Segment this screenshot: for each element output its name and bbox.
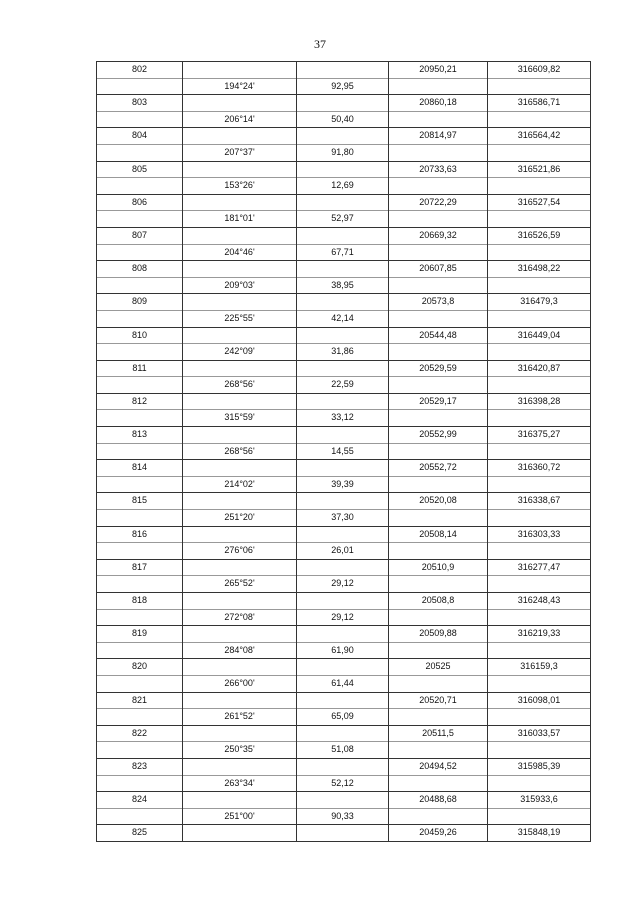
point-row [97, 758, 591, 775]
y-coordinate-cell: 316338,67 [488, 493, 591, 510]
direction-angle-cell [183, 294, 297, 311]
point-number-cell [97, 775, 183, 792]
y-coordinate-cell: 315933,6 [488, 792, 591, 809]
point-row [97, 659, 591, 676]
y-coordinate-cell: 316586,71 [488, 95, 591, 112]
direction-angle-cell [183, 128, 297, 145]
point-number-cell: 819 [97, 626, 183, 643]
direction-angle-cell: 315°59' [183, 410, 297, 427]
y-coordinate-cell [488, 111, 591, 128]
distance-cell: 37,30 [297, 510, 389, 527]
x-coordinate-cell: 20950,21 [389, 62, 488, 79]
direction-angle-cell [183, 360, 297, 377]
y-coordinate-cell [488, 277, 591, 294]
y-coordinate-cell [488, 410, 591, 427]
x-coordinate-cell [389, 443, 488, 460]
segment-row [97, 510, 591, 527]
point-number-cell [97, 344, 183, 361]
x-coordinate-cell [389, 277, 488, 294]
direction-angle-cell: 251°00' [183, 808, 297, 825]
x-coordinate-cell: 20860,18 [389, 95, 488, 112]
point-number-cell: 821 [97, 692, 183, 709]
x-coordinate-cell [389, 709, 488, 726]
direction-angle-cell [183, 194, 297, 211]
direction-angle-cell [183, 725, 297, 742]
x-coordinate-cell: 20814,97 [389, 128, 488, 145]
y-coordinate-cell: 316498,22 [488, 261, 591, 278]
distance-cell [297, 360, 389, 377]
x-coordinate-cell [389, 78, 488, 95]
x-coordinate-cell: 20552,99 [389, 427, 488, 444]
point-number-cell: 812 [97, 393, 183, 410]
x-coordinate-cell: 20520,08 [389, 493, 488, 510]
y-coordinate-cell [488, 642, 591, 659]
distance-cell [297, 526, 389, 543]
y-coordinate-cell: 316303,33 [488, 526, 591, 543]
point-number-cell [97, 377, 183, 394]
direction-angle-cell: 214°02' [183, 476, 297, 493]
segment-row [97, 144, 591, 161]
segment-row [97, 344, 591, 361]
y-coordinate-cell [488, 144, 591, 161]
point-number-cell: 808 [97, 261, 183, 278]
x-coordinate-cell: 20525 [389, 659, 488, 676]
point-number-cell: 824 [97, 792, 183, 809]
segment-row [97, 808, 591, 825]
direction-angle-cell: 276°06' [183, 543, 297, 560]
point-number-cell [97, 742, 183, 759]
direction-angle-cell: 284°08' [183, 642, 297, 659]
distance-cell: 51,08 [297, 742, 389, 759]
segment-row [97, 675, 591, 692]
direction-angle-cell: 209°03' [183, 277, 297, 294]
point-row [97, 692, 591, 709]
y-coordinate-cell: 316564,42 [488, 128, 591, 145]
direction-angle-cell: 153°26' [183, 178, 297, 195]
point-number-cell: 803 [97, 95, 183, 112]
distance-cell [297, 427, 389, 444]
point-number-cell: 818 [97, 593, 183, 610]
x-coordinate-cell: 20459,26 [389, 825, 488, 842]
point-number-cell [97, 78, 183, 95]
point-number-cell [97, 709, 183, 726]
point-number-cell [97, 476, 183, 493]
distance-cell: 33,12 [297, 410, 389, 427]
x-coordinate-cell [389, 576, 488, 593]
point-number-cell: 810 [97, 327, 183, 344]
segment-row [97, 742, 591, 759]
point-number-cell: 815 [97, 493, 183, 510]
x-coordinate-cell [389, 111, 488, 128]
distance-cell [297, 593, 389, 610]
x-coordinate-cell [389, 775, 488, 792]
distance-cell [297, 559, 389, 576]
distance-cell [297, 62, 389, 79]
page-number: 37 [314, 37, 326, 51]
y-coordinate-cell [488, 78, 591, 95]
direction-angle-cell: 261°52' [183, 709, 297, 726]
direction-angle-cell [183, 692, 297, 709]
point-row [97, 227, 591, 244]
x-coordinate-cell [389, 476, 488, 493]
point-row [97, 360, 591, 377]
direction-angle-cell [183, 95, 297, 112]
y-coordinate-cell [488, 211, 591, 228]
point-number-cell [97, 576, 183, 593]
distance-cell: 91,80 [297, 144, 389, 161]
distance-cell: 31,86 [297, 344, 389, 361]
y-coordinate-cell: 316398,28 [488, 393, 591, 410]
segment-row [97, 609, 591, 626]
point-number-cell: 804 [97, 128, 183, 145]
distance-cell [297, 825, 389, 842]
point-number-cell [97, 244, 183, 261]
point-number-cell [97, 675, 183, 692]
y-coordinate-cell: 316375,27 [488, 427, 591, 444]
direction-angle-cell: 263°34' [183, 775, 297, 792]
point-row [97, 261, 591, 278]
point-number-cell: 823 [97, 758, 183, 775]
distance-cell: 42,14 [297, 310, 389, 327]
y-coordinate-cell: 316609,82 [488, 62, 591, 79]
x-coordinate-cell: 20607,85 [389, 261, 488, 278]
direction-angle-cell: 250°35' [183, 742, 297, 759]
y-coordinate-cell: 316420,87 [488, 360, 591, 377]
distance-cell [297, 792, 389, 809]
y-coordinate-cell: 316248,43 [488, 593, 591, 610]
segment-row [97, 443, 591, 460]
distance-cell [297, 393, 389, 410]
direction-angle-cell: 268°56' [183, 443, 297, 460]
direction-angle-cell [183, 62, 297, 79]
distance-cell [297, 327, 389, 344]
direction-angle-cell [183, 659, 297, 676]
point-number-cell [97, 310, 183, 327]
y-coordinate-cell [488, 178, 591, 195]
point-number-cell: 813 [97, 427, 183, 444]
y-coordinate-cell [488, 742, 591, 759]
segment-row [97, 211, 591, 228]
distance-cell: 61,90 [297, 642, 389, 659]
point-row [97, 294, 591, 311]
direction-angle-cell [183, 227, 297, 244]
y-coordinate-cell: 316449,04 [488, 327, 591, 344]
y-coordinate-cell [488, 310, 591, 327]
y-coordinate-cell: 316098,01 [488, 692, 591, 709]
direction-angle-cell: 181°01' [183, 211, 297, 228]
coordinates-table [96, 61, 591, 842]
distance-cell: 61,44 [297, 675, 389, 692]
segment-row [97, 775, 591, 792]
y-coordinate-cell: 316033,57 [488, 725, 591, 742]
direction-angle-cell: 268°56' [183, 377, 297, 394]
distance-cell [297, 460, 389, 477]
distance-cell [297, 626, 389, 643]
y-coordinate-cell: 316521,86 [488, 161, 591, 178]
y-coordinate-cell [488, 709, 591, 726]
direction-angle-cell [183, 825, 297, 842]
point-number-cell: 805 [97, 161, 183, 178]
direction-angle-cell: 194°24' [183, 78, 297, 95]
segment-row [97, 576, 591, 593]
y-coordinate-cell: 316219,33 [488, 626, 591, 643]
x-coordinate-cell [389, 344, 488, 361]
direction-angle-cell: 206°14' [183, 111, 297, 128]
point-row [97, 792, 591, 809]
y-coordinate-cell: 316527,54 [488, 194, 591, 211]
x-coordinate-cell: 20494,52 [389, 758, 488, 775]
distance-cell [297, 161, 389, 178]
point-number-cell: 822 [97, 725, 183, 742]
direction-angle-cell [183, 161, 297, 178]
point-number-cell [97, 410, 183, 427]
point-row [97, 825, 591, 842]
x-coordinate-cell: 20573,8 [389, 294, 488, 311]
distance-cell: 92,95 [297, 78, 389, 95]
distance-cell: 67,71 [297, 244, 389, 261]
x-coordinate-cell [389, 742, 488, 759]
direction-angle-cell [183, 526, 297, 543]
point-row [97, 62, 591, 79]
distance-cell: 14,55 [297, 443, 389, 460]
y-coordinate-cell: 316277,47 [488, 559, 591, 576]
direction-angle-cell [183, 460, 297, 477]
x-coordinate-cell [389, 244, 488, 261]
point-row [97, 493, 591, 510]
y-coordinate-cell [488, 775, 591, 792]
x-coordinate-cell [389, 144, 488, 161]
point-row [97, 194, 591, 211]
segment-row [97, 410, 591, 427]
segment-row [97, 310, 591, 327]
x-coordinate-cell: 20510,9 [389, 559, 488, 576]
distance-cell: 12,69 [297, 178, 389, 195]
y-coordinate-cell: 315985,39 [488, 758, 591, 775]
segment-row [97, 377, 591, 394]
direction-angle-cell [183, 626, 297, 643]
segment-row [97, 111, 591, 128]
direction-angle-cell [183, 758, 297, 775]
distance-cell: 38,95 [297, 277, 389, 294]
point-number-cell: 814 [97, 460, 183, 477]
point-row [97, 460, 591, 477]
point-row [97, 128, 591, 145]
segment-row [97, 543, 591, 560]
distance-cell [297, 227, 389, 244]
point-number-cell [97, 277, 183, 294]
point-number-cell [97, 144, 183, 161]
point-row [97, 559, 591, 576]
direction-angle-cell [183, 393, 297, 410]
x-coordinate-cell: 20529,17 [389, 393, 488, 410]
distance-cell: 52,12 [297, 775, 389, 792]
point-number-cell [97, 211, 183, 228]
x-coordinate-cell: 20529,59 [389, 360, 488, 377]
y-coordinate-cell [488, 576, 591, 593]
distance-cell: 26,01 [297, 543, 389, 560]
point-number-cell: 807 [97, 227, 183, 244]
distance-cell: 65,09 [297, 709, 389, 726]
x-coordinate-cell: 20722,29 [389, 194, 488, 211]
distance-cell: 29,12 [297, 576, 389, 593]
direction-angle-cell: 204°46' [183, 244, 297, 261]
point-row [97, 427, 591, 444]
y-coordinate-cell: 316159,3 [488, 659, 591, 676]
distance-cell [297, 261, 389, 278]
direction-angle-cell: 251°20' [183, 510, 297, 527]
direction-angle-cell: 207°37' [183, 144, 297, 161]
distance-cell: 50,40 [297, 111, 389, 128]
x-coordinate-cell [389, 642, 488, 659]
point-row [97, 393, 591, 410]
segment-row [97, 642, 591, 659]
point-number-cell: 809 [97, 294, 183, 311]
direction-angle-cell: 225°55' [183, 310, 297, 327]
distance-cell [297, 493, 389, 510]
point-row [97, 526, 591, 543]
point-number-cell: 825 [97, 825, 183, 842]
y-coordinate-cell [488, 808, 591, 825]
x-coordinate-cell [389, 211, 488, 228]
direction-angle-cell: 242°09' [183, 344, 297, 361]
point-row [97, 327, 591, 344]
distance-cell: 90,33 [297, 808, 389, 825]
point-row [97, 95, 591, 112]
x-coordinate-cell [389, 808, 488, 825]
x-coordinate-cell [389, 609, 488, 626]
x-coordinate-cell [389, 178, 488, 195]
x-coordinate-cell [389, 675, 488, 692]
y-coordinate-cell [488, 543, 591, 560]
x-coordinate-cell: 20520,71 [389, 692, 488, 709]
y-coordinate-cell: 316360,72 [488, 460, 591, 477]
point-number-cell: 817 [97, 559, 183, 576]
x-coordinate-cell: 20508,8 [389, 593, 488, 610]
direction-angle-cell [183, 559, 297, 576]
direction-angle-cell [183, 593, 297, 610]
distance-cell: 29,12 [297, 609, 389, 626]
point-number-cell [97, 642, 183, 659]
distance-cell [297, 659, 389, 676]
distance-cell: 52,97 [297, 211, 389, 228]
point-number-cell [97, 609, 183, 626]
y-coordinate-cell: 316526,59 [488, 227, 591, 244]
y-coordinate-cell [488, 344, 591, 361]
x-coordinate-cell [389, 410, 488, 427]
distance-cell [297, 692, 389, 709]
distance-cell: 39,39 [297, 476, 389, 493]
point-row [97, 725, 591, 742]
y-coordinate-cell [488, 675, 591, 692]
x-coordinate-cell [389, 377, 488, 394]
y-coordinate-cell [488, 510, 591, 527]
segment-row [97, 277, 591, 294]
point-number-cell: 806 [97, 194, 183, 211]
y-coordinate-cell [488, 476, 591, 493]
y-coordinate-cell [488, 609, 591, 626]
distance-cell [297, 128, 389, 145]
x-coordinate-cell: 20508,14 [389, 526, 488, 543]
x-coordinate-cell [389, 510, 488, 527]
point-number-cell [97, 808, 183, 825]
point-number-cell [97, 510, 183, 527]
x-coordinate-cell [389, 310, 488, 327]
x-coordinate-cell: 20552,72 [389, 460, 488, 477]
direction-angle-cell: 266°00' [183, 675, 297, 692]
segment-row [97, 476, 591, 493]
point-number-cell [97, 443, 183, 460]
point-number-cell [97, 178, 183, 195]
x-coordinate-cell: 20509,88 [389, 626, 488, 643]
distance-cell: 22,59 [297, 377, 389, 394]
y-coordinate-cell [488, 377, 591, 394]
segment-row [97, 78, 591, 95]
direction-angle-cell: 272°08' [183, 609, 297, 626]
distance-cell [297, 194, 389, 211]
point-number-cell: 811 [97, 360, 183, 377]
point-number-cell [97, 543, 183, 560]
x-coordinate-cell: 20511,5 [389, 725, 488, 742]
segment-row [97, 178, 591, 195]
y-coordinate-cell [488, 244, 591, 261]
direction-angle-cell [183, 792, 297, 809]
direction-angle-cell [183, 261, 297, 278]
point-number-cell: 820 [97, 659, 183, 676]
direction-angle-cell [183, 493, 297, 510]
distance-cell [297, 725, 389, 742]
point-number-cell: 816 [97, 526, 183, 543]
distance-cell [297, 758, 389, 775]
direction-angle-cell [183, 427, 297, 444]
direction-angle-cell [183, 327, 297, 344]
x-coordinate-cell: 20544,48 [389, 327, 488, 344]
x-coordinate-cell: 20488,68 [389, 792, 488, 809]
segment-row [97, 709, 591, 726]
direction-angle-cell: 265°52' [183, 576, 297, 593]
point-row [97, 161, 591, 178]
point-row [97, 626, 591, 643]
point-number-cell: 802 [97, 62, 183, 79]
segment-row [97, 244, 591, 261]
coordinates-table-body [97, 62, 591, 842]
point-row [97, 593, 591, 610]
point-number-cell [97, 111, 183, 128]
y-coordinate-cell [488, 443, 591, 460]
x-coordinate-cell: 20669,32 [389, 227, 488, 244]
distance-cell [297, 95, 389, 112]
x-coordinate-cell [389, 543, 488, 560]
x-coordinate-cell: 20733,63 [389, 161, 488, 178]
y-coordinate-cell: 315848,19 [488, 825, 591, 842]
distance-cell [297, 294, 389, 311]
y-coordinate-cell: 316479,3 [488, 294, 591, 311]
